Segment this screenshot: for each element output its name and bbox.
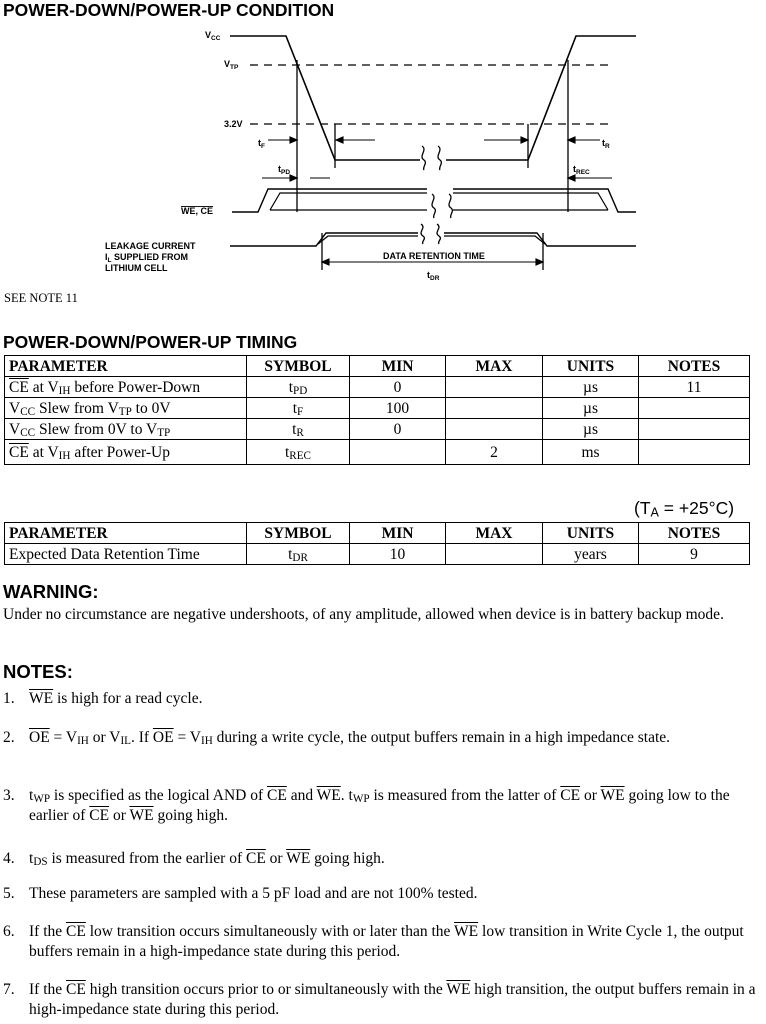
param-cell: Expected Data Retention Time bbox=[5, 544, 247, 565]
max-cell bbox=[446, 398, 543, 419]
symbol-cell: $t_{PD}$ bbox=[247, 377, 350, 398]
notes-cell bbox=[639, 440, 750, 465]
timing-diagram bbox=[95, 22, 645, 287]
we-ce-label: WE, CE bbox=[181, 206, 214, 216]
tf-label: $t_F$ bbox=[258, 138, 265, 150]
notes-cell bbox=[639, 419, 750, 440]
tpd-label: $t_{PD}$ bbox=[278, 164, 291, 176]
min-cell: 0 bbox=[350, 419, 446, 440]
page-title: POWER-DOWN/POWER-UP CONDITION bbox=[3, 0, 335, 20]
note-4: 4. $t_{DS}$ is measured from the earlier of $\overline{CE}$ or $\overline{WE}$ going high. bbox=[3, 850, 385, 869]
leakage-label-2: $I_L$ SUPPLIED FROM bbox=[105, 252, 189, 264]
param-cell: $\overline{CE}$ at $V_{IH}$ after Power-Up bbox=[5, 440, 247, 465]
col-parameter: PARAMETER bbox=[5, 523, 247, 544]
col-min: MIN bbox=[350, 523, 446, 544]
see-note: SEE NOTE 11 bbox=[4, 291, 78, 305]
tr-label: $t_R$ bbox=[602, 138, 610, 150]
symbol-cell: $t_F$ bbox=[247, 398, 350, 419]
units-cell: years bbox=[543, 544, 639, 565]
notes-cell: 9 bbox=[639, 544, 750, 565]
min-cell bbox=[350, 440, 446, 465]
col-notes: NOTES bbox=[639, 356, 750, 377]
param-cell: $V_{CC}$ Slew from $V_{TP}$ to 0V bbox=[5, 398, 247, 419]
table-row bbox=[5, 398, 750, 419]
min-cell: 10 bbox=[350, 544, 446, 565]
vtp-label: $V_{TP}$ bbox=[224, 59, 239, 71]
units-cell: µs bbox=[543, 398, 639, 419]
units-cell: µs bbox=[543, 419, 639, 440]
col-symbol: SYMBOL bbox=[247, 523, 350, 544]
table-header-row bbox=[5, 356, 750, 377]
max-cell bbox=[446, 419, 543, 440]
ta-condition: $(T_A = +25^\circ C)$ bbox=[634, 498, 735, 520]
symbol-cell: $t_R$ bbox=[247, 419, 350, 440]
table-header-row bbox=[5, 523, 750, 544]
leakage-label-1: LEAKAGE CURRENT bbox=[105, 241, 196, 251]
note-5: 5. These parameters are sampled with a 5 pF load and are not 100% tested. bbox=[3, 885, 478, 902]
note-3: 3. $t_{WP}$ is specified as the logical AND of $\overline{CE}$ and $\overline{WE}$. $t_{WP}$ is measured from the latter of $\overline{CE}$ or $\overline{WE}$ going low to the earlier of $\overline{CE}$ or $\overline{WE}$ going high. bbox=[3, 787, 730, 824]
table-row bbox=[5, 440, 750, 465]
col-symbol: SYMBOL bbox=[247, 356, 350, 377]
col-units: UNITS bbox=[543, 523, 639, 544]
note-6: 6. If the $\overline{CE}$ low transition occurs simultaneously with or later than the $\overline{WE}$ low transition in Write Cycle 1, the output buffers remain in a high-impedance state during this period. bbox=[3, 923, 744, 960]
warning-text: Under no circumstance are negative undershoots, of any amplitude, allowed when device is in battery backup mode. bbox=[3, 606, 724, 623]
retention-table bbox=[4, 522, 750, 565]
col-min: MIN bbox=[350, 356, 446, 377]
table-row bbox=[5, 544, 750, 565]
trec-label: $t_{REC}$ bbox=[573, 164, 590, 176]
notes-cell bbox=[639, 398, 750, 419]
col-max: MAX bbox=[446, 523, 543, 544]
note-7: 7. If the $\overline{CE}$ high transition occurs prior to or simultaneously with the $\overline{WE}$ high transition, the output buffers remain in a high-impedance state during this period. bbox=[3, 981, 756, 1018]
min-cell: 0 bbox=[350, 377, 446, 398]
symbol-cell: $t_{REC}$ bbox=[247, 440, 350, 465]
timing-table bbox=[4, 355, 750, 465]
warning-heading: WARNING: bbox=[3, 581, 99, 602]
notes-cell: 11 bbox=[639, 377, 750, 398]
note-2: 2. $\overline{OE} = V_{IH}$ or $V_{IL}$. If $\overline{OE} = V_{IH}$ during a write cycle, the output buffers remain in a high impedance state. bbox=[3, 729, 671, 748]
max-cell bbox=[446, 544, 543, 565]
min-cell: 100 bbox=[350, 398, 446, 419]
max-cell: 2 bbox=[446, 440, 543, 465]
table-row bbox=[5, 419, 750, 440]
notes-heading: NOTES: bbox=[3, 661, 73, 682]
symbol-cell: $t_{DR}$ bbox=[247, 544, 350, 565]
units-cell: µs bbox=[543, 377, 639, 398]
timing-heading: POWER-DOWN/POWER-UP TIMING bbox=[3, 332, 298, 352]
tdr-label: $t_{DR}$ bbox=[427, 270, 440, 282]
leakage-label-3: LITHIUM CELL bbox=[105, 263, 168, 273]
param-cell: $V_{CC}$ Slew from 0V to $V_{TP}$ bbox=[5, 419, 247, 440]
max-cell bbox=[446, 377, 543, 398]
vcc-label: $V_{CC}$ bbox=[205, 30, 221, 42]
param-cell: $\overline{CE}$ at $V_{IH}$ before Power-Down bbox=[5, 377, 247, 398]
col-units: UNITS bbox=[543, 356, 639, 377]
table-row bbox=[5, 377, 750, 398]
data-retention-label: DATA RETENTION TIME bbox=[383, 251, 485, 261]
units-cell: ms bbox=[543, 440, 639, 465]
col-parameter: PARAMETER bbox=[5, 356, 247, 377]
v32-label: 3.2V bbox=[224, 119, 243, 129]
note-1: 1. $\overline{WE}$ is high for a read cycle. bbox=[3, 690, 203, 707]
col-max: MAX bbox=[446, 356, 543, 377]
col-notes: NOTES bbox=[639, 523, 750, 544]
